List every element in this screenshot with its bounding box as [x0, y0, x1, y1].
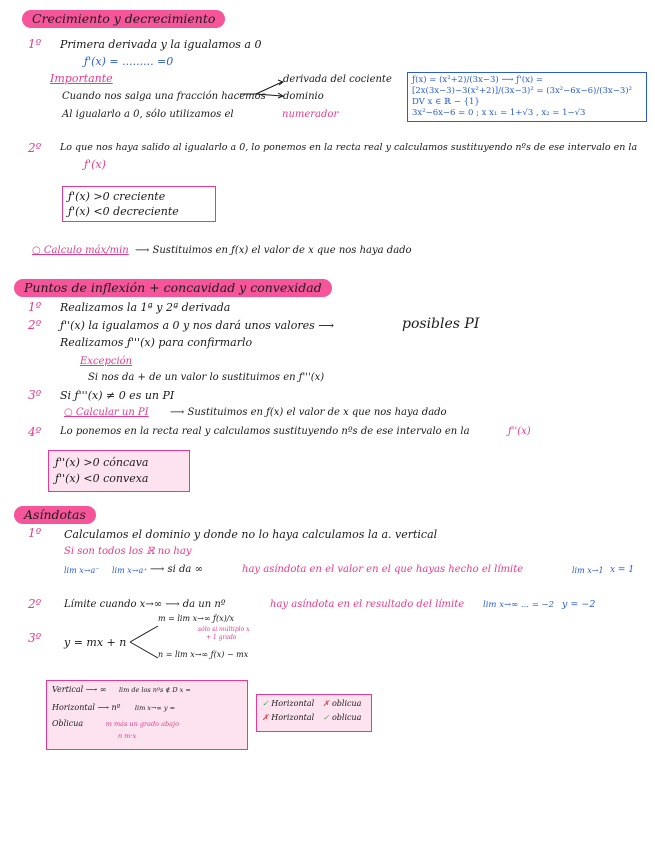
- limit-arrow: ⟶ si da ∞: [150, 564, 203, 575]
- rule-row: [262, 698, 366, 710]
- step-number: 2º: [28, 597, 42, 611]
- derivative-ref: ƒ''(x): [508, 426, 531, 437]
- rule-label: oblicua: [331, 699, 362, 708]
- n-formula: n = lim x→∞ ƒ(x) − mx: [158, 650, 249, 659]
- step-number: 2º: [28, 318, 42, 332]
- vertical-rule: hay asíndota en el valor en el que hayas hecho el límite: [242, 564, 524, 575]
- example-line-1: ƒ(x) = (x²+2)/(3x−3) ⟶ ƒ'(x) = [2x(3x−3)−3(x²+2)]/(3x−3)² = (3x²−6x−6)/(3x−3)²: [412, 75, 632, 96]
- rule-label: Horizontal: [271, 713, 315, 722]
- exceptions-text: Si nos da + de un valor lo sustituimos en ƒ'''(x): [88, 372, 325, 383]
- summary-detail: lim x→∞ y =: [134, 704, 176, 712]
- section-title-inflexion: Puntos de inflexión + concavidad y convexidad: [14, 279, 332, 297]
- vertical-eq: x = 1: [610, 565, 635, 575]
- concavity-line-2: ƒ''(x) <0 convexa: [55, 472, 149, 485]
- derivative-ref: ƒ'(x): [84, 158, 106, 171]
- calc-maxmin-text: ⟶ Sustituimos en ƒ(x) el valor de x que nos haya dado: [135, 245, 412, 256]
- branch-cociente: derivada del cociente: [283, 74, 392, 85]
- summary-row: [52, 702, 242, 714]
- step-text: Límite cuando x→∞ ⟶ da un nº: [64, 599, 226, 610]
- m-note-2: + 1 grado: [206, 634, 237, 641]
- step-number: 4º: [28, 425, 42, 439]
- m-formula: m = lim x→∞ ƒ(x)/x: [158, 614, 234, 623]
- derivative-formula: ƒ'(x) = ......... =0: [84, 55, 174, 68]
- branch-arrow-icon: [128, 622, 162, 662]
- summary-row: [52, 684, 242, 696]
- step-text: Primera derivada y la igualamos a 0: [60, 38, 262, 51]
- exceptions-label: Excepción: [80, 356, 133, 367]
- summary-row: [52, 718, 242, 730]
- summary-detail: m más un grado abajo: [105, 720, 179, 728]
- summary-label: Oblicua: [52, 719, 84, 728]
- concavity-line-1: ƒ''(x) >0 cóncava: [55, 456, 149, 469]
- step-number: 2º: [28, 141, 42, 155]
- limit-right: lim x→a⁺: [112, 566, 148, 575]
- important-label: Importante: [50, 72, 113, 85]
- growth-line-1: ƒ'(x) >0 creciente: [68, 190, 166, 203]
- horizontal-rule: hay asíndota en el resultado del límite: [270, 599, 465, 610]
- asymptote-summary: [46, 680, 248, 750]
- cross-icon: ✗: [322, 699, 330, 708]
- step-text: Calculamos el dominio y donde no lo haya calculamos la a. vertical: [64, 528, 438, 541]
- limit-left: lim x→a⁻: [64, 566, 100, 575]
- calc-pi-label: ○ Calcular un PI: [64, 407, 149, 418]
- step-text: Realizamos la 1ª y 2ª derivada: [60, 301, 231, 314]
- summary-label: Vertical ⟶ ∞: [52, 685, 107, 694]
- section-title-crecimiento: Crecimiento y decrecimiento: [22, 10, 225, 28]
- branch-arrow-icon: [238, 78, 288, 102]
- calc-pi-text: ⟶ Sustituimos en ƒ(x) el valor de x que nos haya dado: [170, 407, 447, 418]
- step-text: Lo que nos haya salido al igualarlo a 0, lo ponemos en la recta real y calculamos sustituyendo nºs de ese intervalo en la: [60, 142, 638, 153]
- check-icon: ✓: [262, 699, 269, 708]
- example-line-2: DV x ∈ ℝ − {1}: [412, 97, 480, 107]
- important-text: Cuando nos salga una fracción hacemos: [62, 91, 266, 102]
- step-pink: Si son todos los ℝ no hay: [64, 546, 192, 557]
- step-number: 1º: [28, 300, 42, 314]
- rule-label: oblicua: [331, 713, 362, 722]
- check-icon: ✓: [322, 713, 330, 722]
- summary-detail: n m·x: [118, 732, 137, 740]
- example-line-3: 3x²−6x−6 = 0 ; x x₁ = 1+√3 , x₂ = 1−√3: [412, 108, 586, 118]
- calc-maxmin-label: ○ Calculo máx/min: [32, 245, 129, 256]
- important-text-2: Al igualarlo a 0, sólo utilizamos el: [62, 109, 234, 120]
- oblique-formula: y = mx + n: [64, 636, 127, 649]
- step-text-2: Realizamos ƒ'''(x) para confirmarlo: [60, 336, 253, 349]
- rule-box: [256, 694, 372, 732]
- limit-example: lim x→∞ ... = −2: [483, 600, 555, 610]
- limit-example: lim x→1: [572, 566, 604, 575]
- summary-detail: lim de los nºs ∉ D x =: [118, 686, 191, 694]
- step-text: ƒ''(x) la igualamos a 0 y nos dará unos valores ⟶: [60, 319, 334, 332]
- cross-icon: ✗: [262, 713, 269, 722]
- summary-label: Horizontal ⟶ nº: [52, 703, 121, 712]
- rule-row: [262, 712, 366, 724]
- rule-label: Horizontal: [271, 699, 315, 708]
- step-number: 1º: [28, 526, 42, 540]
- summary-row: [52, 730, 242, 742]
- step-text: Si ƒ'''(x) ≠ 0 es un PI: [60, 389, 175, 402]
- branch-dominio: dominio: [283, 91, 324, 102]
- growth-box: [62, 186, 216, 222]
- example-box: [407, 72, 647, 122]
- horizontal-eq: y = −2: [562, 599, 596, 610]
- section-title-asintotas: Asíndotas: [14, 506, 96, 524]
- m-note-1: sólo si múltiplo x: [198, 626, 250, 633]
- growth-line-2: ƒ'(x) <0 decreciente: [68, 205, 179, 218]
- possible-pi: posibles PI: [402, 316, 480, 332]
- step-number: 3º: [28, 388, 42, 402]
- concavity-box: [48, 450, 190, 492]
- step-number: 1º: [28, 37, 42, 51]
- step-number: 3º: [28, 631, 42, 645]
- numerador-highlight: numerador: [282, 109, 339, 120]
- step-text: Lo ponemos en la recta real y calculamos sustituyendo nºs de ese intervalo en la: [60, 426, 470, 437]
